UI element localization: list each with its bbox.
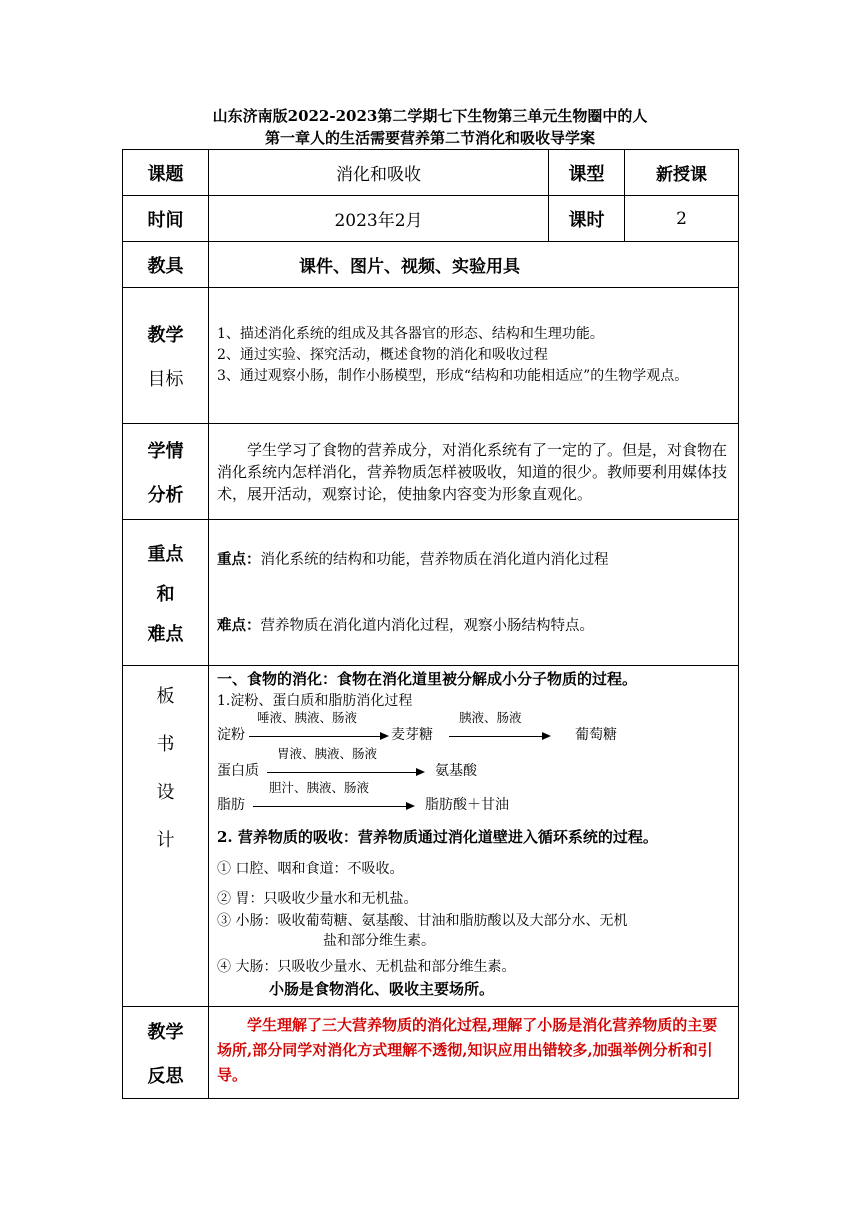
difficult-point-label: 难点： xyxy=(217,616,261,634)
reflection-label-2: 反思 xyxy=(147,1065,184,1087)
keypoints-label-1: 重点 xyxy=(147,543,184,565)
board-label xyxy=(123,666,209,1007)
absorption-item: ④ 大肠：只吸收少量水、无机盐和部分维生素。 xyxy=(217,959,516,975)
difficult-point xyxy=(217,615,730,637)
lesson-plan-table xyxy=(122,149,739,1099)
starch-enzymes-2: 胰液、肠液 xyxy=(459,710,522,725)
goal-item: 3、通过观察小肠，制作小肠模型，形成“结构和功能相适应”的生物学观点。 xyxy=(217,368,689,384)
type-value: 新授课 xyxy=(625,150,739,196)
fat-arrow xyxy=(253,806,413,807)
board-label-char: 板 xyxy=(156,686,175,707)
starch-enzymes-1: 唾液、胰液、肠液 xyxy=(257,710,358,725)
absorption-item: ① 口腔、咽和食道：不吸收。 xyxy=(217,861,404,877)
goals-content xyxy=(209,288,739,424)
analysis-text: 学生学习了食物的营养成分，对消化系统有了一定的了。但是，对食物在消化系统内怎样消化，营养物质怎样被吸收，知道的很少。教师要利用媒体技术，展开活动，观察讨论，使抽象内容变为形象直观化。 xyxy=(209,424,739,520)
doc-title-line2: 第一章人的生活需要营养第二节消化和吸收导学案 xyxy=(264,129,595,147)
starch-arrow-1 xyxy=(249,736,387,737)
key-point-text: 消化系统的结构和功能，营养物质在消化道内消化过程 xyxy=(260,551,609,568)
protein-enzymes: 胃液、胰液、肠液 xyxy=(277,746,378,761)
board-label-char: 计 xyxy=(156,830,175,851)
tools-value: 课件、图片、视频、实验用具 xyxy=(209,242,739,288)
absorption-heading: 2. 营养物质的吸收：营养物质通过消化道壁进入循环系统的过程。 xyxy=(217,828,658,846)
analysis-label-2: 分析 xyxy=(147,484,184,506)
row-keypoints xyxy=(123,520,739,666)
absorption-item-cont: 盐和部分维生素。 xyxy=(323,933,435,949)
absorption-item: ② 胃：只吸收少量水和无机盐。 xyxy=(217,891,418,907)
goal-item: 1、描述消化系统的组成及其各器官的形态、结构和生理功能。 xyxy=(217,326,604,342)
difficult-point-text: 营养物质在消化道内消化过程，观察小肠结构特点。 xyxy=(260,617,594,634)
reflection-label xyxy=(123,1007,209,1099)
time-label: 时间 xyxy=(123,196,209,242)
key-point-label: 重点： xyxy=(217,550,261,568)
protein-arrow xyxy=(267,772,423,773)
analysis-label xyxy=(123,424,209,520)
hours-value: 2 xyxy=(625,196,739,242)
goals-label-2: 目标 xyxy=(147,368,184,390)
time-value: 2023年2月 xyxy=(209,196,549,242)
fat-result-label: 脂肪酸＋甘油 xyxy=(425,797,509,813)
row-goals xyxy=(123,288,739,424)
reflection-text: 学生理解了三大营养物质的消化过程,理解了小肠是消化营养物质的主要场所,部分同学对消化方式理解不透彻,知识应用出错较多,加强举例分析和引导。 xyxy=(209,1007,739,1099)
digestion-heading: 一、食物的消化：食物在消化道里被分解成小分子物质的过程。 xyxy=(217,670,638,688)
digestion-subheading: 1.淀粉、蛋白质和脂肪消化过程 xyxy=(217,693,413,709)
tools-label: 教具 xyxy=(123,242,209,288)
glucose-label: 葡萄糖 xyxy=(575,727,617,743)
maltose-label: 麦芽糖 xyxy=(391,727,433,743)
key-point xyxy=(217,549,730,571)
protein-label: 蛋白质 xyxy=(217,763,259,779)
row-reflection xyxy=(123,1007,739,1099)
keypoints-label-3: 难点 xyxy=(147,623,184,645)
board-design xyxy=(209,666,738,1006)
row-board-design xyxy=(123,666,739,1007)
doc-title-line1: 山东济南版2022-2023第二学期七下生物第三单元生物圈中的人 xyxy=(212,107,648,125)
type-label: 课型 xyxy=(549,150,625,196)
amino-acid-label: 氨基酸 xyxy=(435,763,477,779)
absorption-item: ③ 小肠：吸收葡萄糖、氨基酸、甘油和脂肪酸以及大部分水、无机 xyxy=(217,913,628,929)
topic-value: 消化和吸收 xyxy=(209,150,549,196)
topic-label: 课题 xyxy=(123,150,209,196)
goals-label xyxy=(123,288,209,424)
starch-label: 淀粉 xyxy=(217,727,245,743)
goals-label-1: 教学 xyxy=(147,324,184,346)
fat-label: 脂肪 xyxy=(217,797,245,813)
row-time xyxy=(123,196,739,242)
board-label-char: 设 xyxy=(156,782,175,803)
row-analysis xyxy=(123,424,739,520)
hours-label: 课时 xyxy=(549,196,625,242)
goal-item: 2、通过实验、探究活动，概述食物的消化和吸收过程 xyxy=(217,347,548,363)
keypoints-content xyxy=(209,520,739,666)
starch-arrow-2 xyxy=(449,736,549,737)
analysis-label-1: 学情 xyxy=(147,440,184,462)
board-content xyxy=(209,666,739,1007)
conclusion: 小肠是食物消化、吸收主要场所。 xyxy=(269,980,495,998)
row-topic xyxy=(123,150,739,196)
keypoints-label-2: 和 xyxy=(156,583,175,605)
keypoints-label xyxy=(123,520,209,666)
reflection-label-1: 教学 xyxy=(147,1021,184,1043)
fat-enzymes: 胆汁、胰液、肠液 xyxy=(269,780,370,795)
row-tools xyxy=(123,242,739,288)
board-label-char: 书 xyxy=(156,734,175,755)
